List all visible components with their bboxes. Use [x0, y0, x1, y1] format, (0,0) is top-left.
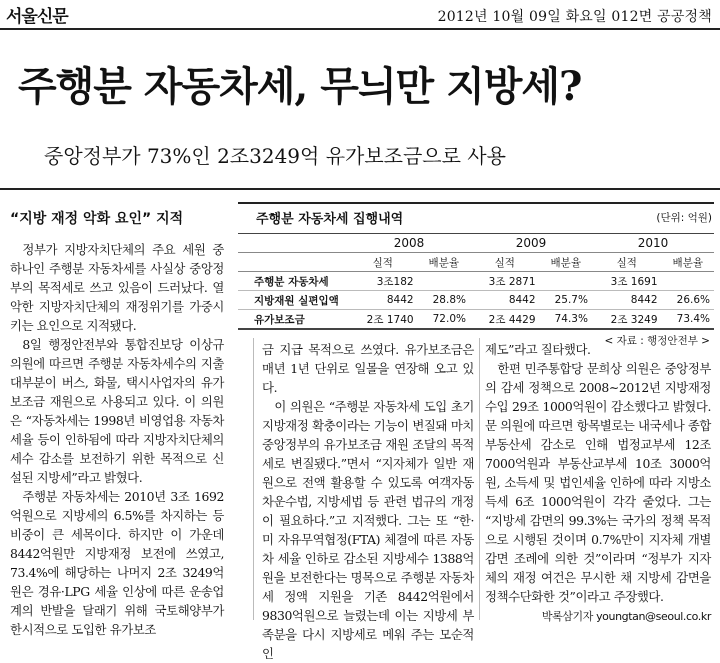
- allocation-table: [238, 233, 714, 330]
- table-cell: 72.0%: [432, 313, 466, 325]
- column-divider: [253, 338, 254, 620]
- table-cell: 26.6%: [676, 294, 710, 306]
- byline: 박록삼기자 youngtan@seoul.co.kr: [541, 610, 711, 623]
- column-divider: [479, 338, 480, 620]
- data-table-box: [238, 202, 714, 348]
- newspaper-masthead: 서울신문: [6, 7, 68, 27]
- side-title: “지방 재정 악화 요인” 지적: [10, 211, 184, 227]
- table-cell: 3조 2871: [488, 275, 536, 288]
- corner-cell: [238, 234, 348, 253]
- table-cell: 74.3%: [554, 313, 588, 325]
- table-cell: 73.4%: [676, 313, 710, 325]
- table-source: < 자료 : 행정안전부 >: [604, 335, 710, 347]
- year-header: 2010: [592, 234, 714, 253]
- table-row: [238, 310, 714, 330]
- dateline: 2012년 10월 09일 화요일 012면 공공정책: [437, 9, 712, 25]
- table-cell: 2조 1740: [366, 313, 414, 326]
- corner-cell: [238, 253, 348, 272]
- table-cell: [662, 272, 714, 291]
- paragraph: 제도”라고 질타했다.: [485, 342, 591, 357]
- headline: 주행분 자동차세, 무늬만 지방세?: [18, 63, 582, 110]
- section-rule: [0, 188, 720, 190]
- table-cell: 25.7%: [554, 294, 588, 306]
- paragraph: 8일 행정안전부와 통합진보당 이상규 의원에 따르면 주행분 자동차세수의 지출 대부분이 버스, 화물, 택시사업자의 유가보조금 재원으로 사용되고 있다. 이 의원은 “자동차세는 1998년 비영업용 자동차 세율 등이 인하됨에 따라 지방자치단체의 세수 감소를 보전하기 위한 목적으로 신설된 지방세”라고 밝혔다.: [10, 337, 224, 485]
- sub-header: 배분율: [662, 253, 714, 272]
- year-header: 2008: [348, 234, 470, 253]
- table-cell: 2조 4429: [488, 313, 536, 326]
- table-cell: 8442: [630, 294, 658, 306]
- table-header: [238, 202, 714, 233]
- article-column-3: [485, 340, 711, 626]
- row-label: 유가보조금: [254, 313, 305, 326]
- paragraph: 한편 민주통합당 문희상 의원은 중앙정부의 감세 정책으로 2008∼2012년 지방재정수입 29조 1000억원이 감소했다고 밝혔다. 문 의원에 따르면 항목별로는 내국세나 종합부동산세 감소로 인해 법정교부세 12조 7000억원과 부동산교부세 10조 3000억원, 소득세 및 법인세율 인하에 따라 지방소득세 6조 1000억원이 각각 줄었다. 그는 “지방세 감면의 99.3%는 국가의 정책 목적으로 시행된 것이며 0.7%만이 지자체 개별 감면 조례에 의한 것”이라며 “정부가 지자체의 재정 여건은 무시한 채 지방세 감면을 정책수단화한 것”이라고 주장했다.: [485, 361, 711, 604]
- row-label: 주행분 자동차세: [254, 275, 329, 288]
- table-cell: 8442: [508, 294, 536, 306]
- paragraph: 금 지급 목적으로 쓰였다. 유가보조금은 매년 1년 단위로 일몰을 연장해 오고 있다.: [262, 342, 474, 395]
- table-cell: 2조 3249: [610, 313, 658, 326]
- sub-header: 실적: [470, 253, 540, 272]
- subheadline: 중앙정부가 73%인 2조3249억 유가보조금으로 사용: [44, 144, 506, 168]
- article-column-1: [10, 240, 224, 639]
- row-label: 지방재원 실편입액: [254, 294, 339, 307]
- sub-header: 실적: [592, 253, 662, 272]
- table-row: [238, 272, 714, 291]
- table-cell: 3조182: [376, 275, 414, 288]
- sub-header: 배분율: [418, 253, 470, 272]
- table-cell: [418, 272, 470, 291]
- paragraph: 이 의원은 “주행분 자동차세 도입 초기 지방재정 확충이라는 기능이 변질돼 마치 중앙정부의 유가보조금 재원 조달의 목적세로 변질됐다.”면서 “지자체가 일반 재원으로 전액 활용할 수 있도록 여객자동차운수법, 지방세법 등 관련 법규의 개정이 필요하다.”고 지적했다. 그는 또 “한·미 자유무역협정(FTA) 체결에 따른 자동차 세율 인하로 감소된 지방세수 1388억원을 보전한다는 명목으로 주행분 자동차세 정액 지원을 기존 8442억원에서 9830억원으로 늘렸는데 이는 지방세 부족분을 다시 지방세로 메워 주는 모순적인: [262, 399, 474, 661]
- sub-header: 배분율: [540, 253, 592, 272]
- top-rule: [0, 28, 720, 30]
- table-cell: 3조 1691: [610, 275, 658, 288]
- table-cell: 28.8%: [432, 294, 466, 306]
- sub-header: 실적: [348, 253, 418, 272]
- table-unit: (단위: 억원): [656, 212, 712, 224]
- paragraph: 정부가 지방자치단체의 주요 세원 중 하나인 주행분 자동차세를 사실상 중앙정부의 목적세로 쓰고 있음이 드러났다. 열악한 지방자치단체의 재정위기를 가중시키는 요인으로 지적됐다.: [10, 242, 224, 333]
- table-title: 주행분 자동차세 집행내역: [256, 212, 404, 227]
- year-header: 2009: [470, 234, 592, 253]
- paragraph: 주행분 자동차세는 2010년 3조 1692억원으로 지방세의 6.5%를 차지하는 등 비중이 큰 세목이다. 하지만 이 가운데 8442억원만 지방재정 보전에 쓰였고, 73.4%에 해당하는 나머지 2조 3249억원은 경유·LPG 세율 인상에 따른 운송업계의 반발을 달래기 위해 국토해양부가 한시적으로 도입한 유가보조: [10, 489, 224, 637]
- article-column-2: [262, 340, 474, 663]
- table-row: [238, 291, 714, 310]
- table-cell: 8442: [386, 294, 414, 306]
- table-cell: [540, 272, 592, 291]
